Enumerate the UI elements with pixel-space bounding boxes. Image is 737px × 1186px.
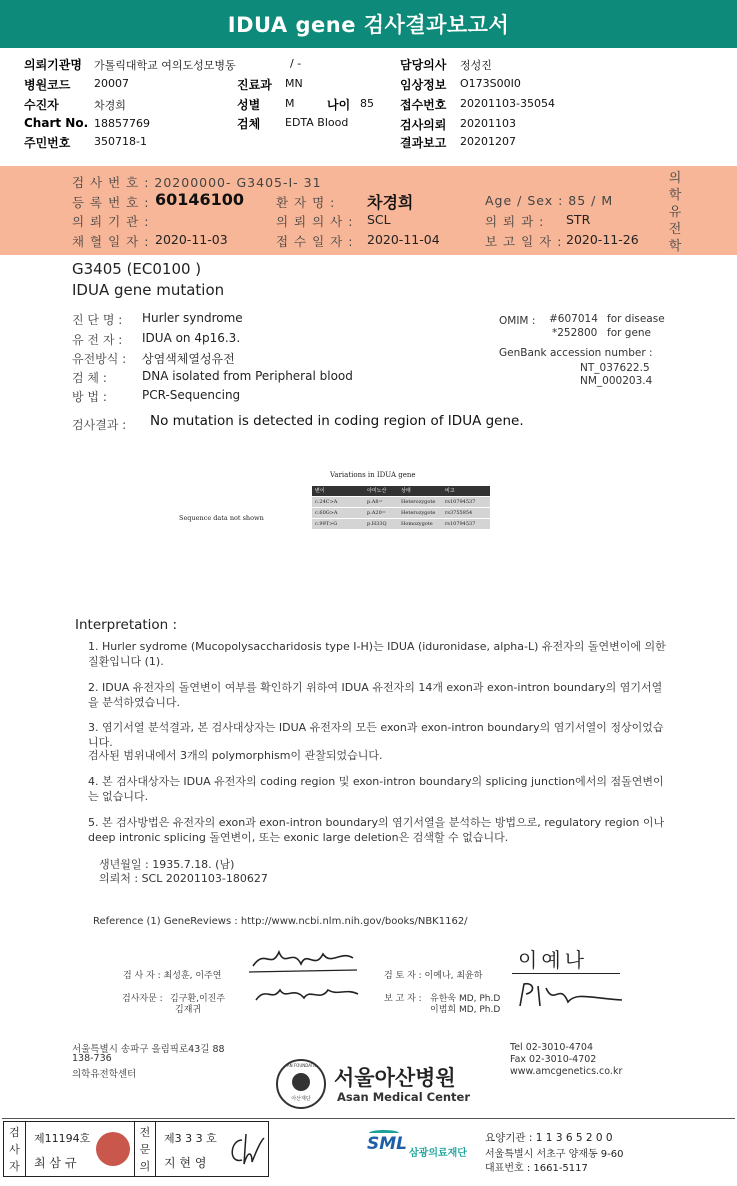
table-header xyxy=(312,486,490,496)
patient: 차경희 xyxy=(94,99,126,112)
hosp-code-label: 병원코드 xyxy=(24,78,71,92)
diagnosis: Hurler syndrome xyxy=(142,311,243,325)
sml-logo-icon xyxy=(367,1130,405,1158)
hosp-code: 20007 xyxy=(94,77,129,90)
reporter-2: 이범희 MD, Ph.D xyxy=(430,1005,501,1015)
sml-arc xyxy=(369,1130,399,1136)
interp-3a: 3. 염기서열 분석결과, 본 검사대상자는 IDUA 유전자의 모든 exon과 exon-intron boundary의 염기서열이 정상이었습니다. xyxy=(88,721,664,749)
draw-date: 2020-11-03 xyxy=(155,232,228,247)
name-2: 지 현 영 xyxy=(164,1156,207,1170)
dx-label: 진 단 명 : xyxy=(72,313,123,327)
method-label: 방 법 : xyxy=(72,390,107,404)
red-seal-icon xyxy=(96,1132,130,1166)
table-cell: Heterozygote xyxy=(398,507,442,518)
fax: Fax 02-3010-4702 xyxy=(510,1054,597,1065)
care-code: 요양기관 : 1 1 3 6 5 2 0 0 xyxy=(485,1132,613,1144)
req-doc: SCL xyxy=(367,212,391,227)
gene: IDUA on 4p16.3. xyxy=(142,331,241,345)
seal-emblem xyxy=(292,1073,310,1091)
variation-title: Variations in IDUA gene xyxy=(330,471,416,479)
sequence-note: Sequence data not shown xyxy=(179,514,264,522)
interpretation-title: Interpretation : xyxy=(75,617,178,633)
sml-phone: 대표번호 : 1661-5117 xyxy=(485,1163,588,1174)
recv-label: 접 수 일 자 : xyxy=(276,234,354,249)
rrn: 350718-1 xyxy=(94,135,147,148)
side-char: 의 xyxy=(668,171,682,186)
dept-slash: / - xyxy=(290,57,302,70)
receipt-label: 접수번호 xyxy=(400,98,447,112)
report-date: 20201207 xyxy=(460,135,516,148)
clinical: O173S00I0 xyxy=(460,77,521,90)
report-label: 결과보고 xyxy=(400,136,447,150)
dept-val: MN xyxy=(285,77,303,90)
table-cell: p.A20= xyxy=(364,507,398,518)
recv-date: 2020-11-04 xyxy=(367,232,440,247)
test-code: G3405 (EC0100 ) xyxy=(72,260,202,278)
signature-box xyxy=(3,1121,269,1177)
reviewer-signature: 이예나 xyxy=(518,948,588,972)
col-header: 아미노산 xyxy=(364,486,398,496)
seal-text: ASAN FOUNDATION xyxy=(281,1063,321,1068)
omim-disease: #607014 xyxy=(549,313,598,325)
interp-5: 5. 본 검사방법은 유전자의 exon과 exon-intron boundary의 염기서열을 분석하는 방법으로, regulatory region 이나 deep intronic splicing 돌연변이, 또는 exonic large deletion은 검색할 수 없습니다. xyxy=(88,816,665,844)
age-sex: Age / Sex : 85 / M xyxy=(485,193,614,208)
draw-label: 채 혈 일 자 : xyxy=(72,234,150,249)
address-1: 서울특별시 송파구 올림픽로43길 88 xyxy=(72,1044,225,1055)
interp-3b: 검사된 범위내에서 3개의 polymorphism이 관찰되었습니다. xyxy=(88,749,383,762)
receipt: 20201103-35054 xyxy=(460,97,555,110)
report-title: IDUA gene 검사결과보고서 xyxy=(0,0,737,48)
table-cell: p.A8= xyxy=(364,496,398,507)
table-cell: Homozygote xyxy=(398,518,442,529)
patient-name: 차경희 xyxy=(367,193,414,212)
specimen: EDTA Blood xyxy=(285,116,349,129)
spec-label: 검 체 : xyxy=(72,371,107,385)
table-cell: c.60G>A xyxy=(312,507,364,518)
spec: DNA isolated from Peripheral blood xyxy=(142,369,353,383)
doctor-label: 담당의사 xyxy=(400,58,447,72)
table-cell: rs10794537 xyxy=(442,518,490,529)
interp-2: 2. IDUA 유전자의 돌연변이 여부를 확인하기 위하여 IDUA 유전자의 14개 exon과 exon-intron boundary의 염기서열을 분석하였습니다. xyxy=(88,681,663,709)
table-cell: rs3755954 xyxy=(442,507,490,518)
chart: 18857769 xyxy=(94,117,150,130)
table-cell: p.H33Q xyxy=(364,518,398,529)
genbank-1: NT_037622.5 xyxy=(580,362,650,374)
reporter-label: 보 고 자 : xyxy=(384,994,422,1004)
name-1: 최 삼 규 xyxy=(34,1156,77,1170)
omim-label: OMIM : xyxy=(499,315,536,327)
patient-label: 수진자 xyxy=(24,98,59,112)
reg-no: 60146100 xyxy=(155,190,245,209)
chief-2: 김재귀 xyxy=(175,1005,202,1015)
table-cell: c.99T>G xyxy=(312,518,364,529)
ref-no: 의뢰처 : SCL 20201103-180627 xyxy=(99,872,268,885)
specimen-label: 검체 xyxy=(237,117,261,131)
inheritance: 상염색체열성유전 xyxy=(142,352,235,366)
examiner-signature xyxy=(245,940,360,976)
sex-label: 성별 xyxy=(237,98,261,112)
genbank-2: NM_000203.4 xyxy=(580,375,653,387)
sml-name: 삼광의료재단 xyxy=(409,1148,467,1159)
reporter-1: 유한욱 MD, Ph.D xyxy=(430,994,501,1004)
rep-date: 2020-11-26 xyxy=(566,232,639,247)
chief-label: 검사자문 : xyxy=(122,994,163,1004)
rrn-label: 주민번호 xyxy=(24,136,71,150)
license-no-1: 제11194호 xyxy=(34,1132,91,1145)
table-row xyxy=(312,496,490,507)
result-label: 검사결과 : xyxy=(72,418,127,432)
clinical-label: 임상정보 xyxy=(400,78,447,92)
doctor: 정성진 xyxy=(460,59,492,72)
col-header: 변이 xyxy=(312,486,364,496)
result: No mutation is detected in coding region of IDUA gene. xyxy=(150,413,524,429)
test-req-label: 검사의뢰 xyxy=(400,118,447,132)
asan-seal-icon xyxy=(276,1059,326,1109)
test-req: 20201103 xyxy=(460,117,516,130)
chart-label: Chart No. xyxy=(24,116,89,130)
reg-label: 등 록 번 호 : xyxy=(72,195,150,210)
address-2: 138-736 xyxy=(72,1053,112,1064)
req-doc-label: 의 뢰 의 사 : xyxy=(276,214,354,229)
pname-label: 환 자 명 : xyxy=(276,195,336,210)
sex: M xyxy=(285,97,295,110)
dept-vertical-label xyxy=(666,170,684,255)
exam-no: 검 사 번 호 : 20200000- G3405-I- 31 xyxy=(72,175,322,190)
sml-address: 서울특별시 서초구 양재동 9-60 xyxy=(485,1149,624,1160)
side-char: 학 xyxy=(668,239,682,254)
age: 85 xyxy=(360,97,374,110)
table-row xyxy=(312,518,490,529)
sml-text: SML xyxy=(367,1134,407,1154)
specialist-signature xyxy=(224,1130,266,1170)
genbank-label: GenBank accession number : xyxy=(499,347,653,359)
age-label: 나이 xyxy=(327,98,351,112)
dob: 생년월일 : 1935.7.18. (남) xyxy=(99,858,235,871)
req-org: 가톨릭대학교 여의도성모병동 xyxy=(94,59,236,72)
table-cell: rs10794537 xyxy=(442,496,490,507)
method: PCR-Sequencing xyxy=(142,388,241,402)
examiner: 검 사 자 : 최성훈, 이주연 xyxy=(123,971,222,981)
table-cell: c.24C>A xyxy=(312,496,364,507)
reviewer: 검 토 자 : 이예나, 최윤하 xyxy=(384,971,483,981)
dept-label: 진료과 xyxy=(237,78,272,92)
interp-1: 1. Hurler sydrome (Mucopolysaccharidosis type I-H)는 IDUA (iduronidase, alpha-L) 유전자의 돌연변이에 의한 질환입니다 (1). xyxy=(88,640,666,668)
table-cell: Heterozygote xyxy=(398,496,442,507)
hospital-name-en: Asan Medical Center xyxy=(337,1090,471,1104)
tel: Tel 02-3010-4704 xyxy=(510,1042,593,1053)
omim-gene: *252800 xyxy=(552,327,598,339)
hospital-name-kr: 서울아산병원 xyxy=(334,1066,456,1090)
address-3: 의학유전학센터 xyxy=(72,1069,137,1080)
chief: 김구환,이진주 xyxy=(170,994,226,1004)
license-no-2: 제3 3 3 호 xyxy=(164,1132,217,1145)
website: www.amcgenetics.co.kr xyxy=(510,1066,623,1077)
band-dept: STR xyxy=(566,212,591,227)
inst-label: 의 뢰 기 관 : xyxy=(72,214,150,229)
seal-sub: 아산재단 xyxy=(291,1096,311,1102)
side-char: 유 xyxy=(668,205,682,220)
reference: Reference (1) GeneReviews : http://www.ncbi.nlm.nih.gov/books/NBK1162/ xyxy=(93,916,468,927)
table-row xyxy=(312,507,490,518)
inheritance-label: 유전방식 : xyxy=(72,352,127,366)
test-name: IDUA gene mutation xyxy=(72,281,225,299)
omim-disease-note: for disease xyxy=(607,313,665,325)
box1-label: 검사자 xyxy=(4,1122,26,1176)
req-org-label: 의뢰기관명 xyxy=(24,58,82,72)
interp-4: 4. 본 검사대상자는 IDUA 유전자의 coding region 및 exon-intron boundary의 splicing junction에서의 점돌연변이는 없습니다. xyxy=(88,775,664,803)
signature-line xyxy=(512,973,620,974)
rep-label: 보 고 일 자 : xyxy=(485,234,563,249)
reporter-signature xyxy=(510,978,630,1014)
side-char: 전 xyxy=(668,222,682,237)
band-dept-label: 의 뢰 과 : xyxy=(485,214,545,229)
col-header: 상태 xyxy=(398,486,442,496)
col-header: 비고 xyxy=(442,486,490,496)
box2-label: 전문의 xyxy=(134,1122,156,1176)
gene-label: 유 전 자 : xyxy=(72,333,123,347)
omim-gene-note: for gene xyxy=(607,327,652,339)
variation-table xyxy=(312,486,490,529)
chief-signature xyxy=(248,980,363,1010)
side-char: 학 xyxy=(668,188,682,203)
